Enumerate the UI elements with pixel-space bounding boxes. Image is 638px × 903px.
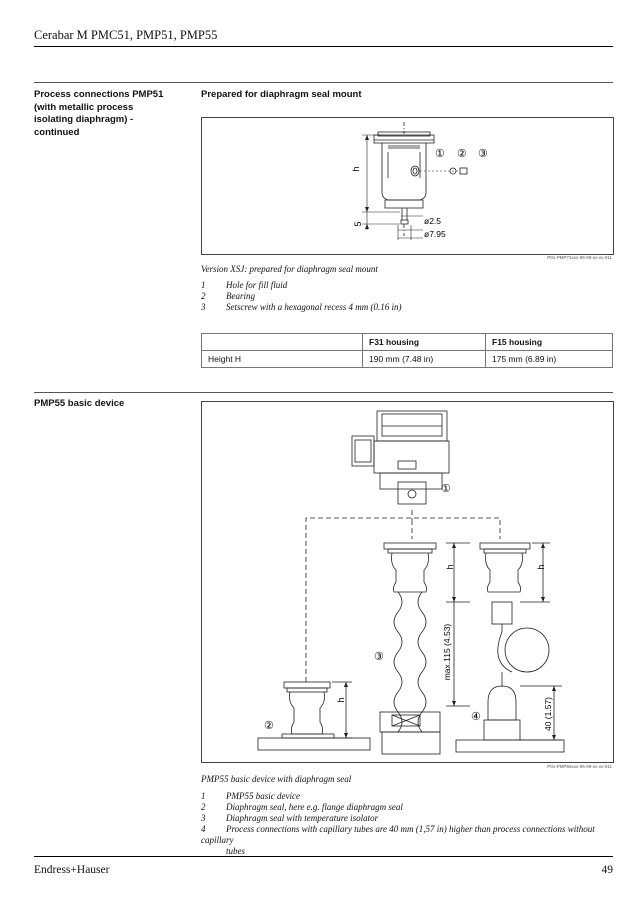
- dim-h-right: h: [536, 564, 546, 570]
- table-header: [202, 334, 363, 351]
- side-heading-line: (with metallic process: [34, 101, 134, 113]
- page-number: 49: [601, 864, 613, 876]
- legend-item: [201, 291, 402, 302]
- callout-2: ②: [264, 720, 274, 732]
- table-cell: 175 mm (6.89 in): [486, 351, 613, 368]
- dim-h-middle: h: [445, 564, 455, 570]
- figure-id-1: P01-PMP71xxx-06-09-xx-xx-011: [547, 255, 612, 260]
- footer-brand: Endress+Hauser: [34, 864, 110, 876]
- legend-text: Setscrew with a hexagonal recess 4 mm (0.16 in): [226, 302, 402, 312]
- legend-item: [201, 813, 612, 824]
- housing-height-table: [201, 333, 613, 368]
- legend-item: [201, 802, 612, 813]
- dim-d25-label: ø2.5: [424, 216, 442, 226]
- legend-item: [201, 824, 612, 846]
- legend-text: Hole for fill fluid: [226, 280, 288, 290]
- figure-pmp55-basic-device: [201, 401, 614, 763]
- pmp55-drawing: [202, 402, 613, 762]
- legend-text: Diaphragm seal with temperature isolator: [226, 813, 379, 823]
- legend-num: 1: [201, 280, 206, 290]
- callout-3: ③: [478, 148, 488, 160]
- figure-caption-2: PMP55 basic device with diaphragm seal: [201, 774, 352, 784]
- footer-rule: [34, 856, 613, 857]
- legend-item: [201, 791, 612, 802]
- legend-item: [201, 302, 402, 313]
- legend-num: 4: [201, 824, 206, 834]
- callout-3: ③: [374, 651, 384, 663]
- legend-num: 1: [201, 791, 206, 801]
- callout-1: ①: [441, 483, 451, 495]
- table-row: [202, 351, 613, 368]
- callout-2: ②: [457, 148, 467, 160]
- dim-5-label: 5: [353, 221, 363, 227]
- diaphragm-seal-mount-drawing: [202, 118, 613, 254]
- dim-max-115: max.115 (4.53): [442, 623, 452, 681]
- legend-num: 3: [201, 302, 206, 312]
- legend-num: 2: [201, 802, 206, 812]
- table-header: F15 housing: [486, 334, 613, 351]
- legend-text: Process connections with capillary tubes are 40 mm (1,57 in) higher than process connections without capillary: [201, 824, 595, 845]
- table-cell: 190 mm (7.48 in): [363, 351, 486, 368]
- section-heading-pmp55: PMP55 basic device: [34, 398, 125, 409]
- legend-text: Diaphragm seal, here e.g. flange diaphragm seal: [226, 802, 403, 812]
- figure-id-2: P01-PMP55xxx-06-09-xx-xx-011: [547, 764, 612, 769]
- legend-1: [201, 280, 402, 313]
- legend-num: 3: [201, 813, 206, 823]
- table-header-row: [202, 334, 613, 351]
- dim-d795-label: ø7.95: [424, 229, 446, 239]
- side-heading-line: continued: [34, 126, 80, 138]
- legend-2: [201, 791, 612, 857]
- legend-num: 2: [201, 291, 206, 301]
- running-header: Cerabar M PMC51, PMP51, PMP55: [34, 28, 218, 42]
- callout-1: ①: [435, 148, 445, 160]
- dim-h-left: h: [336, 697, 346, 703]
- legend-item-continued: tubes: [226, 846, 245, 856]
- side-heading-line: Process connections PMP51: [34, 89, 164, 100]
- side-heading-line: isolating diaphragm) -: [34, 114, 134, 125]
- table-cell: Height H: [202, 351, 363, 368]
- subheading-diaphragm-seal-mount: Prepared for diaphragm seal mount: [201, 89, 362, 100]
- figure-diaphragm-seal-mount: [201, 117, 614, 255]
- figure-caption-1: Version XSJ: prepared for diaphragm seal mount: [201, 264, 378, 274]
- dim-40: 40 (1.57): [543, 696, 553, 732]
- table-header: F31 housing: [363, 334, 486, 351]
- section-rule: [34, 82, 613, 83]
- legend-item: [201, 280, 402, 291]
- section-rule: [34, 392, 613, 393]
- legend-text: PMP55 basic device: [226, 791, 300, 801]
- callout-4: ④: [471, 711, 481, 723]
- legend-text: Bearing: [226, 291, 255, 301]
- section-heading-pmp51: [34, 89, 184, 139]
- dim-h-label: h: [351, 166, 361, 172]
- header-rule: [34, 46, 613, 47]
